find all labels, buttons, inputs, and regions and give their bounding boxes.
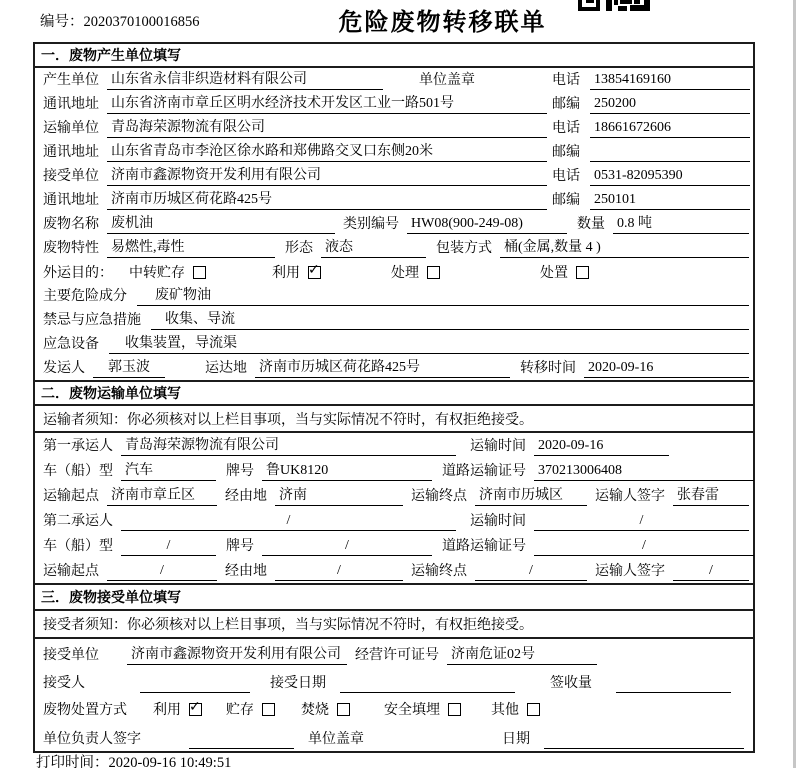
transport-time2-label: 运输时间 — [470, 514, 526, 529]
packing-label: 包装方式 — [436, 241, 492, 256]
plate2-field: / — [262, 536, 432, 556]
unit-seal-label: 单位盖章 — [419, 73, 475, 88]
unit-seal-label-2: 单位盖章 — [308, 732, 364, 747]
purpose-label: 外运目的： — [43, 266, 113, 281]
vehicle1-label: 车（船）型 — [43, 464, 113, 479]
receive-unit-field: 济南市鑫源物资开发利用有限公司 — [127, 645, 347, 665]
zip-label-1: 邮编 — [552, 97, 580, 112]
row-receiver — [35, 164, 753, 188]
row-route1 — [35, 483, 753, 508]
roadcert2-field: / — [534, 536, 754, 556]
quantity-label: 数量 — [577, 217, 605, 232]
producer-label: 产生单位 — [43, 73, 99, 88]
row-taboo — [35, 308, 753, 332]
transfer-time-field: 2020-09-16 — [584, 358, 749, 378]
end2-field: / — [475, 561, 587, 581]
transporter-notice-text: 运输者须知：你必须核对以上栏目事项，当与实际情况不符时，有权拒绝接受。 — [43, 412, 533, 428]
purpose-option-label: 中转贮存 — [129, 266, 185, 281]
disposal-option-incinerate — [301, 699, 350, 719]
transport-time2-field: / — [534, 511, 749, 531]
serial-label: 编号： — [40, 14, 84, 30]
transport-time1-label: 运输时间 — [470, 439, 526, 454]
sign1-field: 张春雷 — [673, 486, 749, 506]
transfer-time-label: 转移时间 — [520, 361, 576, 376]
disposal-option-storage — [226, 699, 275, 719]
disposal-option-label: 利用 — [153, 703, 181, 718]
receipt-amount-label: 签收量 — [550, 676, 592, 691]
qr-code-partial-icon — [578, 0, 650, 11]
checkbox-disposal-utilize — [189, 703, 202, 716]
quantity-field: 0.8 吨 — [613, 214, 749, 234]
address-field-3: 济南市历城区荷花路425号 — [107, 190, 547, 210]
checkbox-utilize — [308, 266, 321, 279]
purpose-option-transfer-storage — [129, 262, 206, 282]
sign2-label: 运输人签字 — [595, 564, 665, 579]
destination-field: 济南市历城区荷花路425号 — [255, 358, 510, 378]
phone-field-2: 18661672606 — [590, 118, 750, 138]
receiver-field: 济南市鑫源物资开发利用有限公司 — [107, 166, 547, 186]
transport-time1-field: 2020-09-16 — [534, 436, 669, 456]
disposal-option-label: 焚烧 — [301, 703, 329, 718]
carrier1-field: 青岛海荣源物流有限公司 — [121, 436, 456, 456]
row-vehicle1 — [35, 458, 753, 483]
checkbox-transfer-storage — [193, 266, 206, 279]
category-field: HW08(900-249-08) — [407, 214, 567, 234]
checkbox-treat — [427, 266, 440, 279]
category-label: 类别编号 — [343, 217, 399, 232]
receiver-label: 接受单位 — [43, 169, 99, 184]
waste-name-label: 废物名称 — [43, 217, 99, 232]
end1-label: 运输终点 — [411, 489, 467, 504]
address-field-1: 山东省济南市章丘区明水经济技术开发区工业一路501号 — [107, 94, 547, 114]
equipment-label: 应急设备 — [43, 337, 99, 352]
checkbox-disposal-incinerate — [337, 703, 350, 716]
purpose-option-utilize — [272, 262, 321, 282]
roadcert1-label: 道路运输证号 — [442, 464, 526, 479]
seal-date-label: 日期 — [502, 732, 530, 747]
address-label-2: 通讯地址 — [43, 145, 99, 160]
purpose-option-dispose — [540, 262, 589, 282]
roadcert2-label: 道路运输证号 — [442, 539, 526, 554]
producer-field: 山东省永信非织造材料有限公司 — [107, 70, 383, 90]
disposal-option-landfill — [384, 699, 461, 719]
disposal-option-label: 安全填埋 — [384, 703, 440, 718]
zip-label-2: 邮编 — [552, 145, 580, 160]
purpose-option-treat — [391, 262, 440, 282]
row-transporter-address — [35, 140, 753, 164]
via1-field: 济南 — [275, 486, 403, 506]
origin2-label: 运输起点 — [43, 564, 99, 579]
section2-header: 二．废物运输单位填写 — [35, 380, 753, 406]
packing-field: 桶(金属,数量 4 ) — [500, 238, 749, 258]
via2-label: 经由地 — [225, 564, 267, 579]
origin2-field: / — [107, 561, 217, 581]
plate1-label: 牌号 — [226, 464, 254, 479]
row-responsible-sign — [35, 723, 753, 751]
row-route2 — [35, 558, 753, 583]
row-purpose — [35, 260, 753, 284]
print-time-value: 2020-09-16 10:49:51 — [108, 755, 232, 768]
trait-label: 废物特性 — [43, 241, 99, 256]
carrier1-label: 第一承运人 — [43, 439, 113, 454]
sign1-label: 运输人签字 — [595, 489, 665, 504]
form-label: 形态 — [285, 241, 313, 256]
phone-field-3: 0531-82095390 — [590, 166, 750, 186]
carrier2-field: / — [121, 511, 456, 531]
checkbox-disposal-other — [527, 703, 540, 716]
phone-label-3: 电话 — [552, 169, 580, 184]
phone-label-1: 电话 — [552, 73, 580, 88]
zip-label-3: 邮编 — [552, 193, 580, 208]
checkbox-dispose — [576, 266, 589, 279]
page-title: 危险废物转移联单 — [338, 8, 547, 36]
end1-field: 济南市历城区 — [475, 486, 587, 506]
purpose-option-label: 利用 — [272, 266, 300, 281]
receive-person-label: 接受人 — [43, 676, 85, 691]
row-transporter — [35, 116, 753, 140]
taboo-label: 禁忌与应急措施 — [43, 313, 141, 328]
address-label-1: 通讯地址 — [43, 97, 99, 112]
row-waste-name — [35, 212, 753, 236]
purpose-option-label: 处置 — [540, 266, 568, 281]
transfer-form-table — [33, 42, 755, 753]
form-field: 液态 — [321, 238, 426, 258]
vehicle2-label: 车（船）型 — [43, 539, 113, 554]
via2-field: / — [275, 561, 403, 581]
transporter-field: 青岛海荣源物流有限公司 — [107, 118, 547, 138]
row-receiver-address — [35, 188, 753, 212]
address-field-2: 山东省青岛市李沧区徐水路和郑佛路交叉口东侧20米 — [107, 142, 547, 162]
equipment-field: 收集装置，导流渠 — [109, 334, 749, 354]
row-receive-unit — [35, 639, 753, 667]
disposal-option-label: 其他 — [491, 703, 519, 718]
receive-unit-label: 接受单位 — [43, 648, 99, 663]
receiver-notice-text: 接受者须知：你必须核对以上栏目事项，当与实际情况不符时，有权拒绝接受。 — [43, 618, 533, 633]
via1-label: 经由地 — [225, 489, 267, 504]
consignor-label: 发运人 — [43, 361, 85, 376]
checkbox-disposal-storage — [262, 703, 275, 716]
row-hazard — [35, 284, 753, 308]
row-receive-person — [35, 667, 753, 695]
row-waste-trait — [35, 236, 753, 260]
receipt-amount-field — [616, 673, 731, 693]
hazard-label: 主要危险成分 — [43, 289, 127, 304]
receive-date-field — [340, 673, 515, 693]
row-equipment — [35, 332, 753, 356]
phone-field-1: 13854169160 — [590, 70, 750, 90]
seal-date-field — [544, 729, 744, 749]
checkbox-disposal-landfill — [448, 703, 461, 716]
receive-date-label: 接受日期 — [270, 676, 326, 691]
sign2-field: / — [673, 561, 749, 581]
print-time-label: 打印时间： — [36, 755, 109, 768]
origin1-field: 济南市章丘区 — [107, 486, 217, 506]
end2-label: 运输终点 — [411, 564, 467, 579]
section3-header: 三．废物接受单位填写 — [35, 583, 753, 611]
row-producer-address — [35, 92, 753, 116]
row-receiver-notice — [35, 611, 753, 639]
waste-name-field: 废机油 — [107, 214, 335, 234]
phone-label-2: 电话 — [552, 121, 580, 136]
disposal-label: 废物处置方式 — [43, 703, 127, 718]
purpose-option-label: 处理 — [391, 266, 419, 281]
responsible-sign-label: 单位负责人签字 — [43, 732, 141, 747]
row-producer — [35, 68, 753, 92]
serial-number — [40, 10, 200, 31]
zip-field-1: 250200 — [590, 94, 750, 114]
row-vehicle2 — [35, 533, 753, 558]
disposal-option-label: 贮存 — [226, 703, 254, 718]
permit-field: 济南危证02号 — [447, 645, 597, 665]
destination-label: 运达地 — [205, 361, 247, 376]
transporter-label: 运输单位 — [43, 121, 99, 136]
responsible-sign-field — [189, 729, 294, 749]
consignor-field: 郭玉波 — [93, 358, 165, 378]
carrier2-label: 第二承运人 — [43, 514, 113, 529]
row-consignor — [35, 356, 753, 380]
address-label-3: 通讯地址 — [43, 193, 99, 208]
serial-value: 2020370100016856 — [83, 14, 200, 30]
trait-field: 易燃性,毒性 — [107, 238, 275, 258]
origin1-label: 运输起点 — [43, 489, 99, 504]
roadcert1-field: 370213006408 — [534, 461, 754, 481]
vehicle1-field: 汽车 — [121, 461, 216, 481]
disposal-option-other — [491, 699, 540, 719]
row-disposal — [35, 695, 753, 723]
taboo-field: 收集、导流 — [151, 310, 749, 330]
zip-field-2 — [590, 142, 750, 162]
print-time — [36, 751, 231, 768]
section1-header: 一．废物产生单位填写 — [35, 44, 753, 68]
disposal-option-utilize — [153, 699, 202, 719]
row-carrier1 — [35, 433, 753, 458]
plate2-label: 牌号 — [226, 539, 254, 554]
hazard-field: 废矿物油 — [137, 286, 749, 306]
permit-label: 经营许可证号 — [355, 648, 439, 663]
row-transporter-notice — [35, 406, 753, 433]
zip-field-3: 250101 — [590, 190, 750, 210]
row-carrier2 — [35, 508, 753, 533]
vehicle2-field: / — [121, 536, 216, 556]
receive-person-field — [140, 673, 250, 693]
plate1-field: 鲁UK8120 — [262, 461, 432, 481]
